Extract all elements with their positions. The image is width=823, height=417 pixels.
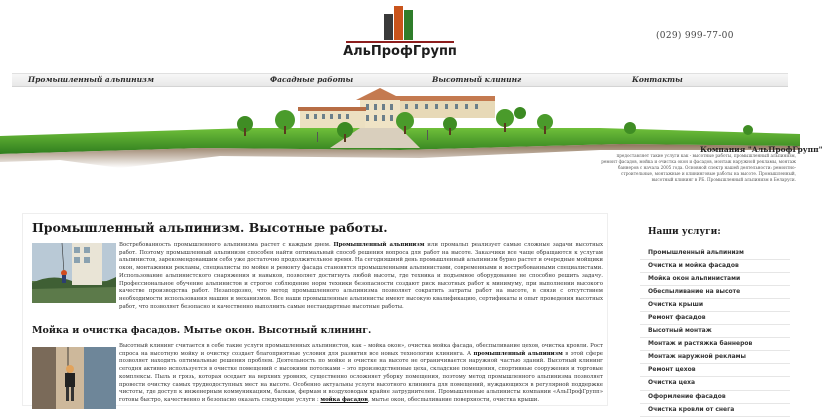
sidebar-item-facade-cleaning[interactable]: Очистка и мойка фасадов xyxy=(640,260,790,273)
facade-washing-link[interactable]: мойка фасадов xyxy=(320,396,369,403)
sidebar-item-window-washing[interactable]: Мойка окон альпинистами xyxy=(640,273,790,286)
alpinist-photo xyxy=(32,243,116,303)
logo-bar-dark xyxy=(384,14,393,40)
cleaning-photo xyxy=(32,347,116,409)
logo-building-icon xyxy=(384,6,414,40)
sidebar-item-roof-cleaning[interactable]: Очистка крыши xyxy=(640,299,790,312)
sidebar-item-workshop-repair[interactable]: Ремонт цехов xyxy=(640,364,790,377)
sidebar-item-outdoor-ads[interactable]: Монтаж наружной рекламы xyxy=(640,351,790,364)
sidebar-item-dust-removal[interactable]: Обеспыливание на высоте xyxy=(640,286,790,299)
intro-rest: или промальп реализует самые сложные задачи высотных работ. Поэтому промышленный альпинизм способен найти оптимальный способ решения вопроса для работ на высоте. Заказчики все чаще обращаются к услугам альпинистов, зарекомендовавшим себя уже достаточно продолжительное время. На сегодняшний день промышленный альпинизм бурно растет и очередные мойщики окон, монтажники рекламы, специалисты по мойке и ремонту фасада становятся промышленными альпинистами, современными и востребованными специалистами. Использование альпинистского снаряжения и навыков, позволяет достигнуть любой высоты, где техника и подъемное оборудование не способно решить задачу. Профессиональное обучение альпинистов и строгое соблюдение норм техники безопасности создают риск высотных работ к минимуму, при выполнении высокого качестве производства работ. Незаподозно, что метод промышленного альпинизма позволяет сократить затраты работ на высоте, в связи с отсутствием необходимости использования машин и механизмов. Все наши промышленные альпинисты имеют высокую квалификацию, сертификаты и опыт проведения высотных работ, что позволяет безопасно и качественно выполнить самые нестандартные высотные работы. xyxy=(119,242,603,310)
nav-item-industrial-alpinism[interactable]: Промышленный альпинизм xyxy=(28,75,154,84)
logo-underline xyxy=(346,41,454,43)
sidebar-title: Наши услуги: xyxy=(648,227,721,237)
phone-number: (029) 999-77-00 xyxy=(656,31,734,41)
site-header xyxy=(0,0,800,70)
sidebar-item-facade-design[interactable]: Оформление фасадов xyxy=(640,391,790,404)
nav-item-high-cleaning[interactable]: Высотный клининг xyxy=(432,75,522,84)
intro-highlight: Промышленный альпинизм xyxy=(333,242,425,248)
cleaning-middle: в этой сфере позволяет находить оптимальные решения проблем. Деятельность по мойке и очистке на высоте не ограничивается наружной частью зданий. Высотный клининг сегодня активно используется в очистке помещений с высокими потолками – это производственные цеха, складские помещения, спортивные сооружения и торговые комплексы. Пыль и грязь, которая оседает на верхних уровнях, существенно осложняет уборку помещения, поэтому метод промышленного альпинизма позволяет провести очистку самых труднодоступных мест на высоте. Особенно актуальны услуги высотного клининга для помещений, нуждающихся в регулярной поддержке чистоты, где доступ к инженерным коммуникациям, балкам, фермам и воздуховодам крайне затруднителен. Промышленные альпинисты компании «АльПрофГрупп» готовы быстро, качественно и безопасно оказать следующие услуги : xyxy=(119,350,603,403)
company-title: Компания "АльПрофГрупп" xyxy=(700,145,823,154)
sidebar-item-banners[interactable]: Монтаж и растяжка баннеров xyxy=(640,338,790,351)
sidebar-item-industrial-alpinism[interactable]: Промышленный альпинизм xyxy=(640,247,790,260)
sidebar-item-facade-repair[interactable]: Ремонт фасадов xyxy=(640,312,790,325)
logo-bar-green xyxy=(404,10,413,40)
alpinist-on-building-icon xyxy=(32,243,116,303)
logo-text: АльПрофГрупп xyxy=(343,44,457,59)
intro-paragraph xyxy=(119,242,603,311)
logo-bar-orange xyxy=(394,6,403,40)
cleaning-highlight: промышленный альпинизм xyxy=(473,350,563,357)
main-nav xyxy=(12,73,788,87)
site-logo[interactable] xyxy=(338,6,462,64)
services-sidebar xyxy=(640,213,790,413)
cleaning-text: Высотный клининг считается в себе такие услуги промышленных альпинистов, как – мойка окон», очистка мойка фасада, обеспыливание цехов, очистка кровли. Рост спроса на высотную мойку и очистку создает благоприятные условия для развития все новых технологии клининга. А xyxy=(119,343,603,357)
section-title-cleaning: Мойка и очистка фасадов. Мытье окон. Высотный клининг. xyxy=(32,325,372,336)
window-cleaner-icon xyxy=(32,347,116,409)
nav-item-facade-works[interactable]: Фасадные работы xyxy=(270,75,354,84)
page-title: Промышленный альпинизм. Высотные работы. xyxy=(32,220,388,235)
nav-item-contacts[interactable]: Контакты xyxy=(632,75,683,84)
sidebar-item-workshop-cleaning[interactable]: Очистка цеха xyxy=(640,377,790,390)
intro-text: Востребованность промышленного альпинизма растет с каждым днем. xyxy=(119,242,334,248)
main-content xyxy=(22,213,608,406)
cleaning-end: , мытье окон, обеспыливание поверхности, очистка крыши. xyxy=(368,396,540,403)
cleaning-paragraph xyxy=(119,343,603,405)
company-description: предоставляет такие услуги как - высотные работы, промышленный альпинизм, ремонт фасадов, мойка и очистка окон и фасадов, монтаж наружной рекламы, монтаж баннеров с начала 2005 года. Основной спектр нашей деятельности: ремонтно-строительные, монтажные и клининговые работы на высоте. Промышленный, высотный клининг в РБ. Промышленный альпинизм в Беларуси. xyxy=(601,153,796,182)
sidebar-item-high-mounting[interactable]: Высотный монтаж xyxy=(640,325,790,338)
services-list xyxy=(640,247,790,417)
sidebar-item-snow-removal[interactable]: Очистка кровли от снега xyxy=(640,404,790,417)
